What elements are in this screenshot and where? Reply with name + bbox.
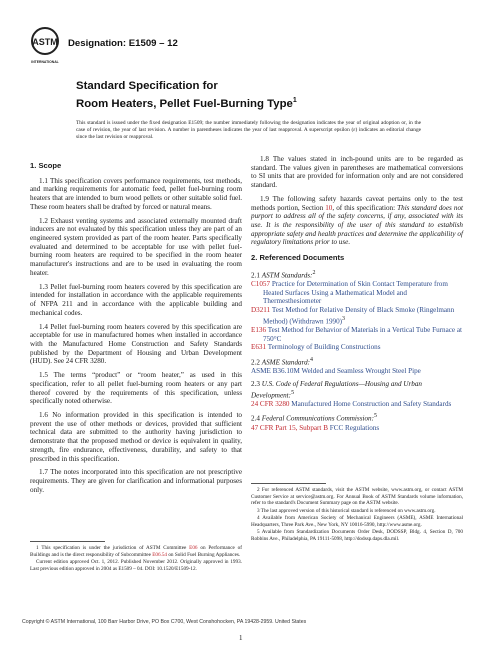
ref-code-link[interactable]: E631 [251,343,267,352]
footnote-4: 4 Available from American Society of Mechanical Engineers (ASME), ASME International Headquarters, Three Park Ave., New York, NY 10016-5990, http://www.asme.org. [251,515,463,528]
footnotes-left [30,545,242,573]
section-1-8: 1.8 The values stated in inch-pound units are to be regarded as standard. The values given in parentheses are mathematical conversions to SI units that are provided for information only and are not considered standard. [251,155,463,190]
ref-code-link[interactable]: D3211 [251,306,271,315]
footnote-1: 1 This specification is under the jurisdiction of ASTM Committee E06 on Performance of Buildings and is the direct responsibility of Subcommittee E06.54 on Solid Fuel Burning Appliances. [30,545,242,558]
section-1-3: 1.3 Pellet fuel-burning room heaters covered by this specification are intended for installation in accordance with the applicable requirements of NFPA 211 and in accordance with the applicable building and mechanical codes. [30,282,242,317]
ref-code-link[interactable]: C1057 [251,280,271,288]
svg-text:INTERNATIONAL: INTERNATIONAL [31,60,59,64]
ref-e136[interactable]: E136 Test Method for Behavior of Materials in a Vertical Tube Furnace at 750°C [251,325,463,343]
right-column [251,155,463,432]
astm-logo-icon [30,26,60,66]
title-line-2: Room Heaters, Pellet Fuel-Burning Type$^1$ [76,96,297,110]
scope-heading: 1. Scope [30,161,62,170]
section-1-9: 1.9 The following safety hazards caveat pertains only to the test methods portion, Section 10, of this specification: This standard does not purport to address all of the safety concerns, if any, associated with its use. It is the responsibility of the user of this standard to establish appropriate safety and health practices and determine the applicability of regulatory limitations prior to use. [251,194,463,247]
footnote-rule-right [251,483,326,484]
footnote-2: 2 For referenced ASTM standards, visit the ASTM website, www.astm.org, or contact ASTM Customer Service at service@astm.org. For Annual Book of ASTM Standards volume information, refer to the standard's Document Summary page on the ASTM website. [251,487,463,507]
title-line-1: Standard Specification for [76,80,218,92]
fcc-group: 2.4 Federal Communications Commission:$^5$ [251,413,377,423]
section-1-7: 1.7 The notes incorporated into this specification are not prescriptive requirements. They are given for clarification and informational purposes only. [30,468,242,494]
section-1-2: 1.2 Exhaust venting systems and associated externally mounted draft inducers are not evaluated by this specification unless they are part of an engineered system provided as part of the room heater. Parts specifically evaluated and determined to be acceptable for use with pellet fuel-burning room heaters are required to be specified in the room heater manufacturer's instructions and are to be used in evaluating the room heater. [30,216,242,277]
footnote-3: 3 The last approved version of this historical standard is referenced on www.astm.org. [257,507,436,514]
left-column [30,155,242,499]
page-number: 1 [239,634,243,642]
cfr-group: 2.3 U.S. Code of Federal Regulations—Housing and Urban Development:$^5$ [251,379,422,400]
section-1-1: 1.1 This specification covers performance requirements, test methods, and marking requirements for automatic feed, pellet fuel-burning room heaters that are intended to burn wood pellets or other suitable solid fuel. These room heaters shall be drafted by forced or natural means. [30,176,242,211]
section-1-4: 1.4 Pellet fuel-burning room heaters covered by this specification are acceptable for use in manufactured homes when installed in accordance with the Manufactured Home Construction and Safety Standards published by the Department of Housing and Urban Development (HUD). See 24 CFR 3280. [30,322,242,366]
footnote-1-edition: Current edition approved Oct. 1, 2012. Published November 2012. Originally approved in 1993. Last previous edition approved in 2004 as E1509 – 04. DOI: 10.1520/E1509-12. [30,559,242,572]
svg-text:ASTM: ASTM [32,37,58,47]
footnotes-right [251,487,463,543]
astm-standards-group: 2.1 ASTM Standards:$^2$ [251,269,316,280]
referenced-documents-heading: 2. Referenced Documents [251,253,345,263]
section-10-link[interactable]: 10 [325,203,333,212]
footnote-5: 5 Available from Standardization Documents Order Desk, DODSSP, Bldg. 4, Section D, 700 Robbins Ave., Philadelphia, PA 19111-5098, http://dodssp.daps.dla.mil. [251,529,463,542]
document-title [76,80,416,111]
title-footnote-mark: 1 [292,96,297,104]
ref-e631[interactable]: E631 Terminology of Building Constructions [251,343,381,352]
designation: Designation: E1509 – 12 [68,38,178,49]
ref-24-cfr-3280[interactable]: 24 CFR 3280 Manufactured Home Construction and Safety Standards [251,399,452,408]
ref-d3211[interactable]: D3211 Test Method for Relative Density of Black Smoke (Ringelmann Method) (Withdrawn 1990)$^3$ [251,306,455,326]
ref-c1057[interactable]: C1057 Practice for Determination of Skin Contact Temperature from Heated Surfaces Using a Mathematical Model and Thermesthesiometer [251,280,448,306]
ref-47-cfr-part-15[interactable]: 47 CFR Part 15, Subpart B FCC Regulations [251,423,380,432]
section-1-6: 1.6 No information provided in this specification is intended to prevent the use of other methods or devices, provided that sufficient technical data are submitted to the authority having jurisdiction to demonstrate that the proposed method or device is equivalent in quality, strength, fire endurance, effectiveness, durability, and safety to that prescribed in this specification. [30,410,242,463]
section-1-5: 1.5 The terms “product” or “room heater,” as used in this specification, refer to all pellet fuel-burning room heaters or any part thereof covered by the requirements of this specification, unless specifically noted otherwise. [30,371,242,406]
ref-code-link[interactable]: E136 [251,325,267,334]
issuance-notice: This standard is issued under the fixed designation E1509; the number immediately following the designation indicates the year of original adoption or, in the case of revision, the year of last revision. A number in parentheses indicates the year of last reapproval. A superscript epsilon (ε) indicates an editorial change since the last revision or reapproval. [76,120,421,141]
copyright-line: Copyright © ASTM International, 100 Barr Harbor Drive, PO Box C700, West Conshohocken, PA 19428-2959. United States [22,619,307,625]
asme-standard-group: 2.2 ASME Standard:$^4$ [251,357,314,367]
footnote-rule-left [30,541,105,542]
ref-asme-b36[interactable]: ASME B36.10M Welded and Seamless Wrought Steel Pipe [251,367,421,376]
